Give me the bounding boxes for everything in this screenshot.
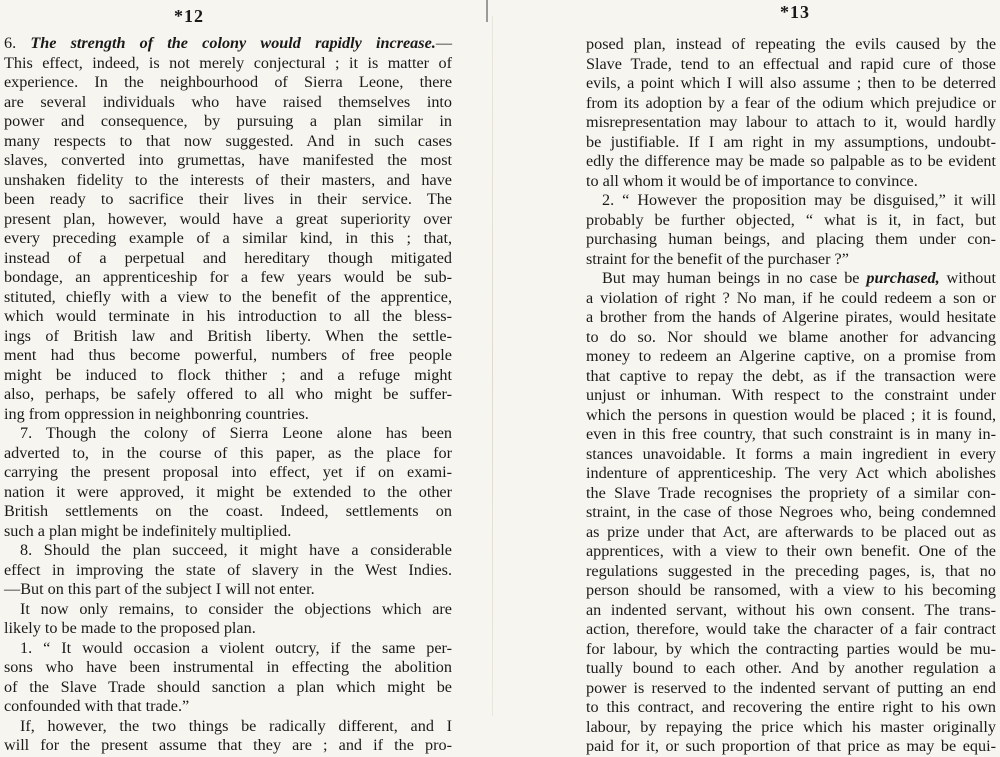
text-line: nation it were approved, it might be extended to the other	[4, 482, 452, 501]
text-line: the Slave Trade recognises the propriety of a similar con-	[586, 483, 996, 502]
text-fragment: —	[435, 34, 452, 52]
text-line: as prize under that Act, are afterwards to be placed out as	[586, 522, 996, 541]
text-line: confounded with that trade.”	[4, 697, 190, 715]
text-line: —But on this part of the subject I will not enter.	[4, 580, 315, 598]
text-line: carrying the present proposal into effect, yet if on exami-	[4, 463, 452, 481]
text-line: purchasing human beings, and placing them under con-	[586, 230, 996, 248]
text-line: to do so. Nor should we blame another for advancing	[586, 327, 996, 346]
text-fragment: 6.	[4, 34, 31, 52]
text-line: power and consequence, by pursuing a plan similar in	[4, 112, 452, 130]
page-number: *12	[174, 6, 204, 26]
emphasis-text: The strength of the colony would rapidly increase.	[30, 34, 436, 52]
text-block	[586, 35, 996, 757]
text-line: for labour, by which the contracting parties would be mu-	[586, 639, 996, 658]
text-line: straint, in the case of those Negroes who, being condemned	[586, 503, 996, 521]
text-line	[586, 269, 996, 289]
page-gutter	[492, 16, 493, 716]
text-line: might be induced to flock thither ; and a refuge might	[4, 365, 452, 384]
text-line: If, however, the two things be radically different, and I	[20, 716, 452, 735]
text-line: indenture of apprenticeship. The very Act which abolishes	[586, 464, 996, 482]
text-line: be justifiable. If I am right in my assumptions, undoubt-	[586, 132, 996, 151]
text-line: bondage, an apprenticeship for a few years would be sub-	[4, 268, 452, 286]
text-line: which the persons in question would be placed ; it is found,	[586, 405, 996, 424]
gutter-mark	[486, 0, 488, 22]
text-line: action, therefore, would take the character of a fair contract	[586, 620, 996, 638]
text-line: many respects to that now suggested. And in such cases	[4, 131, 452, 150]
text-line: a violation of right ? No man, if he could redeem a son or	[586, 288, 996, 307]
text-line: power is reserved to the indented servant of putting an end	[586, 678, 996, 697]
text-line: unshaken fidelity to the interests of their masters, and have	[4, 170, 452, 189]
text-line: are several individuals who have raised themselves into	[4, 92, 452, 111]
text-line: 7. Though the colony of Sierra Leone alone has been	[20, 424, 452, 442]
text-line: edly the difference may be made so palpable as to be evident	[586, 152, 996, 170]
text-line: 8. Should the plan succeed, it might have a considerable	[20, 541, 452, 559]
text-line: to all whom it would be of importance to convince.	[586, 171, 918, 190]
text-line: stances unavoidable. It forms a main ingredient in every	[586, 444, 996, 463]
page-number: *13	[780, 2, 810, 22]
text-line: labour, by repaying the price which his master originally	[586, 717, 996, 736]
text-line: even in this free country, that such constraint is in many in-	[586, 425, 996, 443]
text-line: ment had thus become powerful, numbers of free people	[4, 346, 452, 364]
text-line: It now only remains, to consider the objections which are	[20, 599, 452, 618]
text-line: Slave Trade, tend to an effectual and rapid cure of those	[586, 54, 996, 73]
text-line: money to redeem an Algerine captive, on a promise from	[586, 347, 996, 365]
text-line: an indented servant, without his own consent. The trans-	[586, 600, 996, 619]
text-line: been ready to sacrifice their lives in their service. The	[4, 190, 452, 208]
text-line: evils, a point which I will also assume ; then to be deterred	[586, 74, 996, 92]
text-line: from its adoption by a fear of the odium which prejudice or	[586, 93, 996, 112]
text-line: probably be further objected, “ what is it, in fact, but	[586, 210, 996, 229]
text-line: also, perhaps, be safely offered to all who might be suffer-	[4, 385, 452, 403]
text-line: This effect, indeed, is not merely conjectural ; it is matter of	[4, 53, 452, 72]
emphasis-text: purchased,	[866, 269, 940, 287]
text-line: ing from oppression in neighbonring countries.	[4, 404, 309, 423]
text-line: a brother from the hands of Algerine pirates, would hesitate	[586, 308, 996, 326]
text-line: 1. “ It would occasion a violent outcry, if the same per-	[20, 638, 452, 657]
text-block	[4, 34, 452, 756]
text-line: effect in improving the state of slavery in the West Indies.	[4, 560, 452, 579]
text-line: such a plan might be indefinitely multiplied.	[4, 521, 292, 540]
text-line: slaves, converted into grumettas, have manifested the most	[4, 151, 452, 169]
text-line: to this contract, and recovering the entire right to his own	[586, 698, 996, 716]
text-line: ings of British law and British liberty. When the settle-	[4, 326, 452, 345]
text-line: stituted, chiefly with a view to the benefit of the apprentice,	[4, 287, 452, 306]
text-line: experience. In the neighbourhood of Sierra Leone, there	[4, 73, 452, 91]
text-line: unjust or inhuman. With respect to the constraint under	[586, 386, 996, 404]
text-line: sons who have been instrumental in effecting the abolition	[4, 658, 452, 676]
text-line: posed plan, instead of repeating the evils caused by the	[586, 35, 996, 53]
text-fragment: But may human beings in no case be	[602, 269, 867, 287]
text-line: regulations suggested in the preceding pages, is, that no	[586, 561, 996, 580]
text-line: of the Slave Trade should sanction a plan which might be	[4, 677, 452, 696]
text-line: present plan, however, would have a great superiority over	[4, 209, 452, 228]
text-line: which would terminate in his introduction to all the bless-	[4, 307, 452, 325]
text-line: apprentices, with a view to their own benefit. One of the	[586, 542, 996, 560]
text-line: that captive to repay the debt, as if the transaction were	[586, 366, 996, 385]
text-line: instead of a perpetual and hereditary though mitigated	[4, 248, 452, 267]
text-line	[4, 34, 452, 54]
text-line: paid for it, or such proportion of that price as may be equi-	[586, 737, 996, 755]
text-line: likely to be made to the proposed plan.	[4, 619, 256, 637]
text-line: person should be ransomed, with a view to his becoming	[586, 581, 996, 599]
text-line: straint for the benefit of the purchaser ?”	[586, 249, 849, 268]
text-line: adverted to, in the course of this paper, as the place for	[4, 443, 452, 462]
text-fragment: without	[939, 269, 996, 287]
text-line: will for the present assume that they are ; and if the pro-	[4, 736, 452, 754]
text-line: tually bound to each other. And by another regulation a	[586, 659, 996, 677]
text-line: British settlements on the coast. Indeed, settlements on	[4, 502, 452, 520]
text-line: every preceding example of a similar kind, in this ; that,	[4, 229, 452, 247]
text-line: misrepresentation may labour to attach to it, would hardly	[586, 113, 996, 131]
text-line: 2. “ However the proposition may be disguised,” it will	[602, 191, 996, 209]
